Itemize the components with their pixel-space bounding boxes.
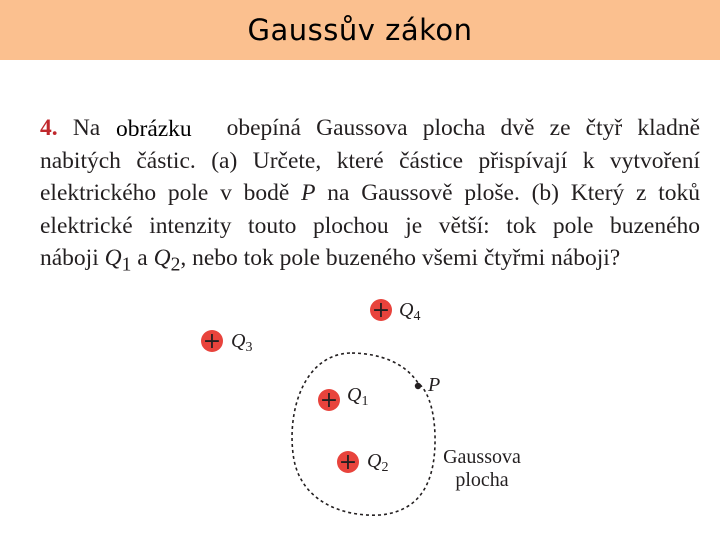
charge-q2-sign: + <box>338 450 358 475</box>
problem-line-3: elektrického pole v bodě P na Gaussově ploše. (b) Který z toků <box>40 180 701 206</box>
charge-q1-sign: + <box>319 388 339 413</box>
surface-label-line-1: Gaussova <box>443 446 521 468</box>
charge-q4-label: $Q_4$ <box>399 299 421 324</box>
page-title: Gaussův zákon <box>247 13 473 47</box>
surface-label-line-2: plocha <box>455 469 509 491</box>
charge-q2-label: $Q_2$ <box>367 450 389 475</box>
point-p-label: P <box>428 374 441 396</box>
problem-line-1-rest: obepíná Gaussova plocha dvě ze čtyř kladně <box>226 115 701 141</box>
point-p <box>415 383 421 389</box>
charge-q3-sign: + <box>202 329 222 354</box>
problem-line-4: elektrické intenzity touto plochou je větší: tok pole buzeného <box>40 212 700 239</box>
problem-number: 4. <box>40 115 58 141</box>
charge-q1-label: $Q_1$ <box>347 384 369 409</box>
charge-q4-sign: + <box>371 298 391 323</box>
overlay-word: obrázku <box>110 114 214 144</box>
problem-line-1-start: Na <box>72 115 101 141</box>
title-bar <box>0 0 720 60</box>
charge-q3-label: $Q_3$ <box>231 330 253 355</box>
gaussian-surface <box>292 353 435 515</box>
problem-line-2: nabitých částic. (a) Určete, které částice přispívají k vytvoření <box>40 147 700 174</box>
gauss-diagram <box>190 285 550 520</box>
problem-line-5: náboji $Q_1$ a $Q_2$, nebo tok pole buzeného všemi čtyřmi náboji? <box>40 245 621 276</box>
point-p-ref: P <box>301 180 316 206</box>
